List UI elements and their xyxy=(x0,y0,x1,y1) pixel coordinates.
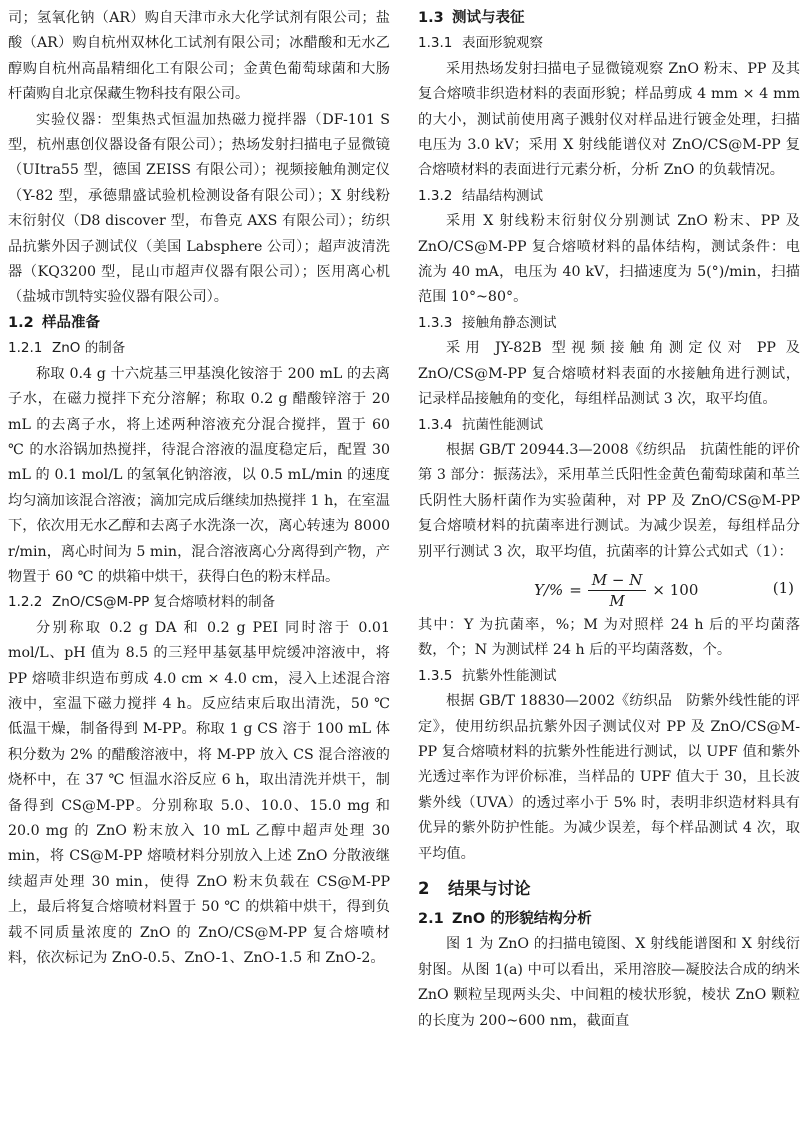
paragraph-formula-note: 其中：Y 为抗菌率，%；M 为对照样 24 h 后的平均菌落数，个；N 为测试样 24 h 后的平均菌落数，个。 xyxy=(418,616,800,659)
paragraph-zno-morphology: 图 1 为 ZnO 的扫描电镜图、X 射线能谱图和 X 射线衍射图。从图 1(a) 中可以看出，采用溶胶—凝胶法合成的纳米 ZnO 颗粒呈现两头尖、中间粗的棱状形貌，棱状 ZnO 颗粒的长度为 200~600 nm，截面直 xyxy=(418,936,800,1029)
left-column xyxy=(8,6,390,971)
equation-fraction xyxy=(588,571,647,610)
heading-title: ZnO 的制备 xyxy=(52,340,126,357)
heading-1-2 xyxy=(8,311,390,336)
heading-number: 1.3 xyxy=(418,10,444,26)
paragraph-reagents-continued: 司；氢氧化钠（AR）购自天津市永大化学试剂有限公司；盐酸（AR）购自杭州双林化工试剂有限公司；冰醋酸和无水乙醇购自杭州高晶精细化工有限公司；金黄色葡萄球菌和大肠杆菌购自北京保藏生物科技有限公司。 xyxy=(8,10,390,103)
paragraph-zno-preparation: 称取 0.4 g 十六烷基三甲基溴化铵溶于 200 mL 的去离子水，在磁力搅拌下充分溶解；称取 0.2 g 醋酸锌溶于 20 mL 的去离子水，将上述两种溶液充分混合搅拌，置于 60 ℃ 的水浴锅加热搅拌，待混合溶液的温度稳定后，配置 30 mL 的 0.1 mol/L 的氢氧化钠溶液，以 0.5 mL/min 的速度均匀滴加该混合溶液；滴加完成后继续加热搅拌 1 h，在室温下，依次用无水乙醇和去离子水洗涤一次，离心转速为 8000 r/min，离心时间为 5 min，混合溶液离心分离得到产物，产物置于 60 ℃ 的烘箱中烘干，获得白色的粉末样品。 xyxy=(8,365,390,585)
paragraph-sem: 采用热场发射扫描电子显微镜观察 ZnO 粉末、PP 及其复合熔喷非织造材料的表面形貌；样品剪成 4 mm × 4 mm 的大小，测试前使用离子溅射仪对样品进行镀金处理，扫描电压为 3.0 kV；采用 X 射线能谱仪对 ZnO/CS@M-PP 复合熔喷材料的表面进行元素分析，分析 ZnO 的负载情况。 xyxy=(418,60,800,179)
equation-expression xyxy=(534,571,698,610)
heading-number: 1.3.5 xyxy=(418,667,453,684)
heading-title: ZnO/CS@M-PP 复合熔喷材料的制备 xyxy=(52,594,276,611)
heading-1-3-4 xyxy=(418,413,800,438)
heading-number: 1.2.1 xyxy=(8,340,43,357)
heading-number: 2.1 xyxy=(418,911,444,927)
heading-1-2-1 xyxy=(8,336,390,361)
heading-1-3-1 xyxy=(418,31,800,56)
heading-title: ZnO 的形貌结构分析 xyxy=(452,911,592,927)
heading-number: 1.2.2 xyxy=(8,594,43,611)
equation-equals: = xyxy=(569,581,582,600)
equation-antibacterial-rate xyxy=(418,565,800,613)
paragraph-antibacterial: 根据 GB/T 20944.3—2008《纺织品 抗菌性能的评价 第 3 部分：振荡法》，采用革兰氏阳性金黄色葡萄球菌和革兰氏阴性大肠杆菌作为实验菌种，对 PP 及 ZnO/CS@M-PP 复合熔喷材料的抗菌率进行测试。为减少误差，每组样品分别平行测试 3 次，取平均值，抗菌率的计算公式如式（1）： xyxy=(418,441,800,560)
heading-1-2-2 xyxy=(8,590,390,615)
heading-title: 抗菌性能测试 xyxy=(462,416,543,433)
paragraph-contact-angle: 采用 JY-82B 型视频接触角测定仪对 PP 及 ZnO/CS@M-PP 复合熔喷材料表面的水接触角进行测试，记录样品接触角的变化，每组样品测试 3 次，取平均值。 xyxy=(418,340,800,408)
heading-title: 表面形貌观察 xyxy=(462,35,543,52)
heading-number: 2 xyxy=(418,879,430,898)
paragraph-uv: 根据 GB/T 18830—2002《纺织品 防紫外线性能的评定》，使用纺织品抗紫外因子测试仪对 PP 及 ZnO/CS@M-PP 复合熔喷材料的抗紫外性能进行测试，以 UPF 值和紫外光透过率作为评价标准，当样品的 UPF 值大于 30，且长波紫外线（UVA）的透过率小于 5% 时，表明非织造材料具有优异的紫外防护性能。为减少误差，每个样品测试 4 次，取平均值。 xyxy=(418,693,800,862)
heading-2-1 xyxy=(418,907,800,932)
heading-1-3-5 xyxy=(418,664,800,689)
heading-1-3-3 xyxy=(418,311,800,336)
right-column xyxy=(418,6,800,1034)
heading-title: 结晶结构测试 xyxy=(462,187,543,204)
equation-denominator: M xyxy=(609,591,625,610)
paragraph-xrd: 采用 X 射线粉末衍射仪分别测试 ZnO 粉末、PP 及 ZnO/CS@M-PP 复合熔喷材料的晶体结构，测试条件：电流为 40 mA，电压为 40 kV，扫描速度为 5(°)/min，扫描范围 10°~80°。 xyxy=(418,213,800,306)
heading-title: 抗紫外性能测试 xyxy=(462,667,557,684)
paragraph-instruments: 实验仪器：型集热式恒温加热磁力搅拌器（DF-101 S 型，杭州惠创仪器设备有限公司）；热场发射扫描电子显微镜（UItra55 型，德国 ZEISS 有限公司）；视频接触角测定仪（Y-82 型，承德鼎盛试验机检测设备有限公司）；X 射线粉末衍射仪（D8 discover 型，布鲁克 AXS 有限公司）；纺织品抗紫外因子测试仪（美国 Labsphere 公司）；超声波清洗器（KQ3200 型，昆山市超声仪器有限公司）；医用离心机（盐城市凯特实验仪器有限公司）。 xyxy=(8,111,390,306)
heading-number: 1.3.3 xyxy=(418,314,453,331)
heading-title: 测试与表征 xyxy=(452,10,525,26)
equation-multiplier: × 100 xyxy=(652,581,699,600)
heading-title: 结果与讨论 xyxy=(448,879,531,898)
heading-number: 1.3.1 xyxy=(418,35,453,52)
equation-numerator: M − N xyxy=(588,571,647,591)
equation-lhs: Y/% xyxy=(534,581,564,600)
heading-number: 1.3.4 xyxy=(418,416,453,433)
heading-1-3 xyxy=(418,6,800,31)
heading-title: 接触角静态测试 xyxy=(462,314,557,331)
heading-number: 1.3.2 xyxy=(418,187,453,204)
heading-1-3-2 xyxy=(418,184,800,209)
heading-2 xyxy=(418,875,800,903)
heading-number: 1.2 xyxy=(8,314,34,331)
paragraph-composite-preparation: 分别称取 0.2 g DA 和 0.2 g PEI 同时溶于 0.01 mol/L、pH 值为 8.5 的三羟甲基氨基甲烷缓冲溶液中，将 PP 熔喷非织造布剪成 4.0 cm × 4.0 cm，浸入上述混合溶液中，室温下磁力搅拌 4 h。反应结束后取出清洗，50 ℃ 低温干燥，制备得到 M-PP。称取 1 g CS 溶于 100 mL 体积分数为 2% 的醋酸溶液中，将 M-PP 放入 CS 混合溶液的烧杯中，在 37 ℃ 恒温水浴反应 6 h，取出清洗并烘干，制备得到 CS@M-PP。分别称取 5.0、10.0、15.0 mg 和 20.0 mg 的 ZnO 粉末放入 10 mL 乙醇中超声处理 30 min，将 CS@M-PP 熔喷材料分别放入上述 ZnO 分散液继续超声处理 30 min，使得 ZnO 粉末负载在 CS@M-PP 上，最后将复合熔喷材料置于 50 ℃ 的烘箱中烘干，得到负载不同质量浓度的 ZnO 的 ZnO/CS@M-PP 复合熔喷材料，依次标记为 ZnO-0.5、ZnO-1、ZnO-1.5 和 ZnO-2。 xyxy=(8,619,390,967)
heading-title: 样品准备 xyxy=(42,314,100,331)
equation-number: (1) xyxy=(772,578,794,597)
